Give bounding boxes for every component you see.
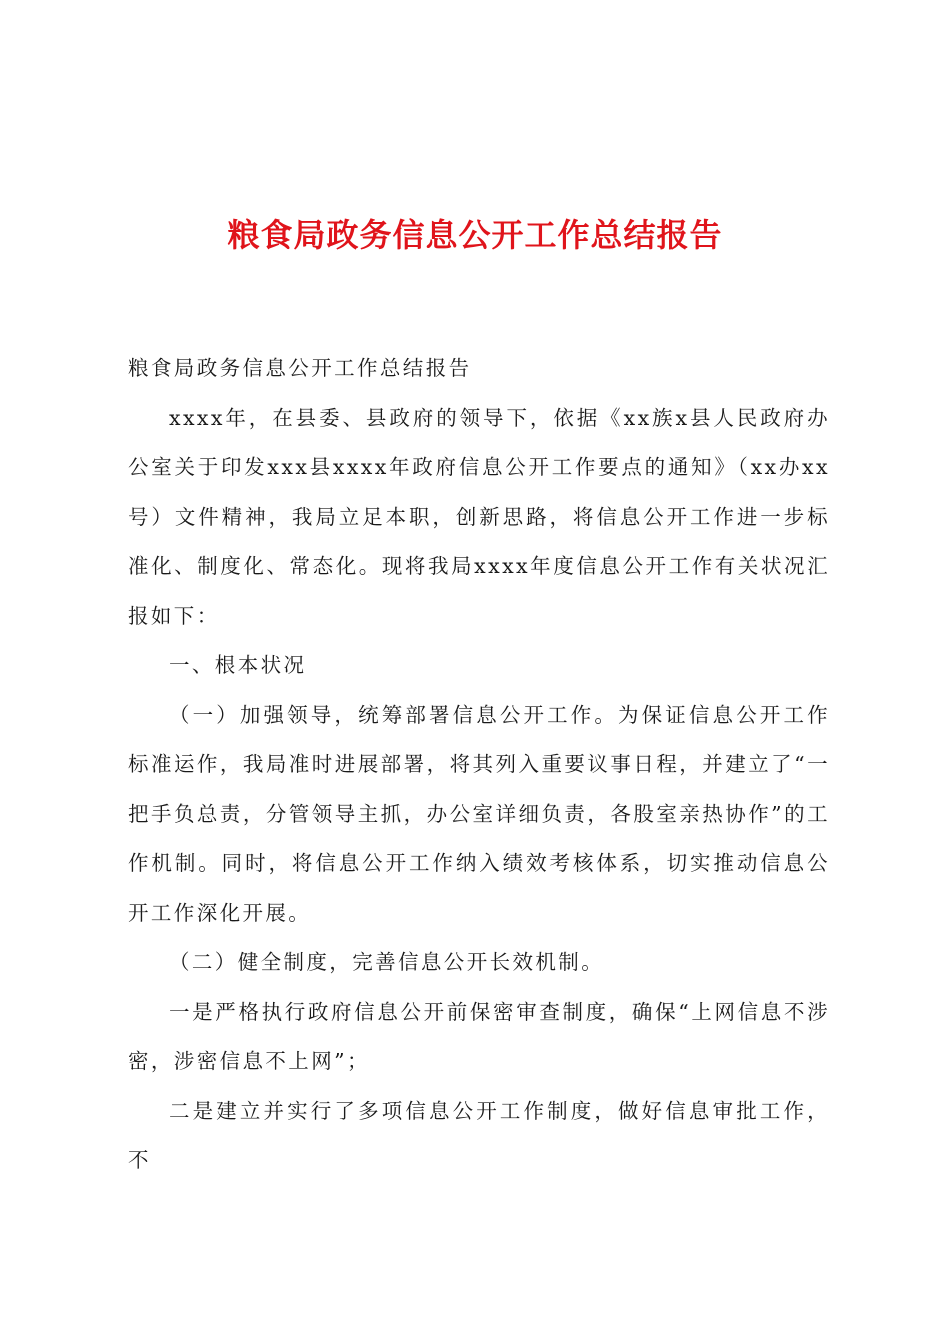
- body-paragraph-point-two: 二是建立并实行了多项信息公开工作制度，做好信息审批工作，不: [128, 1098, 830, 1172]
- body-paragraph-point-one: 一是严格执行政府信息公开前保密审查制度，确保“上网信息不涉密，涉密信息不上网”；: [128, 999, 830, 1073]
- section-heading-basic-situation: 一、根本状况: [169, 653, 307, 677]
- document-title: 粮食局政务信息公开工作总结报告: [227, 216, 723, 254]
- body-paragraph-system: （二）健全制度，完善信息公开长效机制。: [169, 950, 605, 974]
- body-paragraph-subtitle: 粮食局政务信息公开工作总结报告: [128, 356, 472, 380]
- body-paragraph-intro: xxxx年，在县委、县政府的领导下，依据《xx族x县人民政府办公室关于印发xxx县xxxx年政府信息公开工作要点的通知》（xx办xx号）文件精神，我局立足本职，创新思路，将信息公开工作进一步标准化、制度化、常态化。现将我局xxxx年度信息公开工作有关状况汇报如下：: [128, 405, 830, 628]
- body-paragraph-leadership: （一）加强领导，统筹部署信息公开工作。为保证信息公开工作标准运作，我局准时进展部署，将其列入重要议事日程，并建立了“一把手负总责，分管领导主抓，办公室详细负责，各股室亲热协作”的工作机制。同时，将信息公开工作纳入绩效考核体系，切实推动信息公开工作深化开展。: [128, 702, 830, 925]
- document-body: [128, 344, 830, 1186]
